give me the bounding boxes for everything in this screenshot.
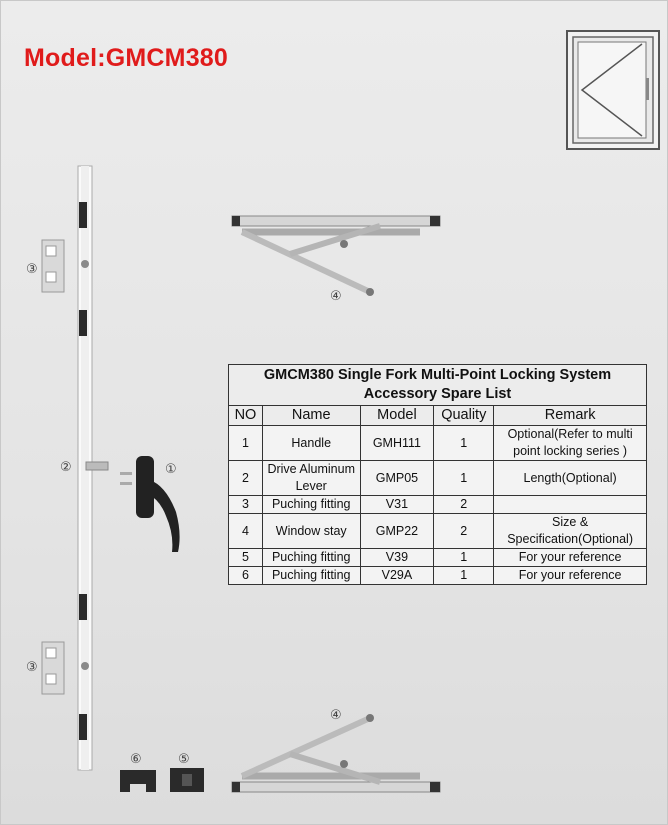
window-stay-bottom-diagram [230,710,444,802]
cell-no: 3 [229,496,263,514]
cell-quality: 1 [434,549,494,567]
cell-name-line-2: Lever [295,479,327,493]
cell-remark-line-1: Size & [552,515,589,529]
table-row [229,549,647,567]
cell-remark: For your reference [494,549,647,567]
header-no: NO [229,406,263,426]
table-row [229,514,647,549]
cell-name: Window stay [262,514,360,549]
cell-model: V29A [360,567,434,585]
cell-no: 6 [229,567,263,585]
header-quality: Quality [434,406,494,426]
table-header-row [229,406,647,426]
cell-name: Puching fitting [262,549,360,567]
label-4-bottom: ④ [330,708,342,723]
cell-remark: Length(Optional) [494,461,647,496]
cell-name: Handle [262,426,360,461]
header-model: Model [360,406,434,426]
table-row [229,461,647,496]
accessory-spare-list-table [228,364,647,585]
cell-no: 4 [229,514,263,549]
casement-window-icon [566,30,660,150]
cell-model: V31 [360,496,434,514]
cell-no: 5 [229,549,263,567]
label-4-top: ④ [330,289,342,304]
cell-remark [494,496,647,514]
label-6: ⑥ [130,752,142,767]
cell-model: V39 [360,549,434,567]
table-row [229,496,647,514]
cell-no: 2 [229,461,263,496]
cell-model: GMP22 [360,514,434,549]
cell-remark [494,426,647,461]
label-2: ② [60,460,72,475]
fitting-v29a-diagram [118,766,158,796]
table-title [229,365,647,406]
table-title-line-1: GMCM380 Single Fork Multi-Point Locking System [263,367,612,383]
cell-name [262,461,360,496]
cell-no: 1 [229,426,263,461]
cell-remark-line-1: Optional(Refer to multi [507,427,633,441]
label-3-bottom: ③ [26,660,38,675]
cell-name-line-1: Drive Aluminum [267,462,355,476]
cell-name: Puching fitting [262,496,360,514]
table-row [229,567,647,585]
fitting-v39-diagram [168,764,206,796]
cell-name: Puching fitting [262,567,360,585]
model-title: Model:GMCM380 [24,44,229,72]
cell-remark: For your reference [494,567,647,585]
label-3-top: ③ [26,262,38,277]
cell-quality: 2 [434,514,494,549]
label-1: ① [165,462,177,477]
cell-quality: 1 [434,426,494,461]
cell-remark [494,514,647,549]
cell-model: GMH111 [360,426,434,461]
handle-diagram [118,450,188,558]
table-title-line-2: Accessory Spare List [363,386,512,402]
cell-quality: 1 [434,461,494,496]
cell-remark-line-2: Specification(Optional) [507,532,633,546]
header-name: Name [262,406,360,426]
header-remark: Remark [494,406,647,426]
cell-remark-line-2: point locking series ) [513,444,628,458]
label-5: ⑤ [178,752,190,767]
cell-quality: 1 [434,567,494,585]
table-row [229,426,647,461]
cell-quality: 2 [434,496,494,514]
cell-model: GMP05 [360,461,434,496]
